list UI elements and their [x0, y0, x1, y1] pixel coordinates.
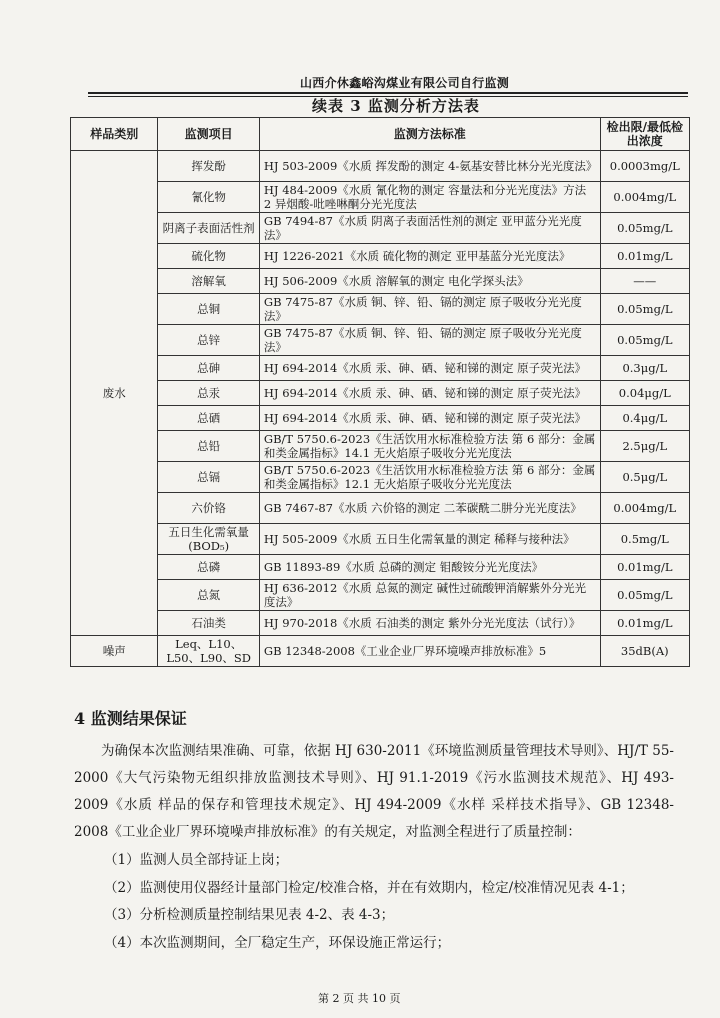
method-cell: HJ 970-2018《水质 石油类的测定 紫外分光光度法（试行）》	[259, 611, 600, 636]
table-row	[71, 580, 690, 611]
method-cell: HJ 636-2012《水质 总氮的测定 碱性过硫酸钾消解紫外分光光度法》	[259, 580, 600, 611]
method-cell: GB 7467-87《水质 六价铬的测定 二苯碳酰二肼分光光度法》	[259, 493, 600, 524]
table-row	[71, 611, 690, 636]
list-item: （2）监测使用仪器经计量部门检定/校准合格，并在有效期内，检定/校准情况见表 4-1；	[104, 879, 634, 896]
page-number: 第 2 页 共 10 页	[318, 992, 401, 1005]
method-cell: GB 7475-87《水质 铜、锌、铅、镉的测定 原子吸收分光光度法》	[259, 325, 600, 356]
method-cell: HJ 503-2009《水质 挥发酚的测定 4-氨基安替比林分光光度法》	[259, 151, 600, 182]
limit-cell: 0.05mg/L	[600, 325, 689, 356]
limit-cell: 0.0003mg/L	[600, 151, 689, 182]
table-row	[71, 431, 690, 462]
item-cell: 总铜	[158, 294, 259, 325]
item-cell: 总锌	[158, 325, 259, 356]
limit-cell: 0.5mg/L	[600, 524, 689, 555]
table-row	[71, 356, 690, 381]
method-cell: GB/T 5750.6-2023《生活饮用水标准检验方法 第 6 部分：金属和类金属指标》12.1 无火焰原子吸收分光光度法	[259, 462, 600, 493]
item-cell: 挥发酚	[158, 151, 259, 182]
table-row	[71, 555, 690, 580]
limit-cell: 0.004mg/L	[600, 493, 689, 524]
col-header-item: 监测项目	[158, 118, 259, 151]
list-item: （4）本次监测期间，全厂稳定生产，环保设施正常运行；	[104, 934, 451, 951]
item-cell: 总铅	[158, 431, 259, 462]
table-row	[71, 381, 690, 406]
limit-cell: 0.5μg/L	[600, 462, 689, 493]
item-cell: 石油类	[158, 611, 259, 636]
item-cell: 氰化物	[158, 182, 259, 213]
category-noise: 噪声	[71, 636, 158, 667]
list-item: （3）分析检测质量控制结果见表 4-2、表 4-3；	[104, 907, 395, 923]
method-cell: HJ 694-2014《水质 汞、砷、硒、铋和锑的测定 原子荧光法》	[259, 406, 600, 431]
limit-cell: 0.01mg/L	[600, 611, 689, 636]
method-cell: HJ 484-2009《水质 氰化物的测定 容量法和分光光度法》方法 2 异烟酸-吡唑啉酮分光光度法	[259, 182, 600, 213]
item-cell: 六价铬	[158, 493, 259, 524]
method-cell: HJ 694-2014《水质 汞、砷、硒、铋和锑的测定 原子荧光法》	[259, 356, 600, 381]
limit-cell: 0.01mg/L	[600, 244, 689, 269]
table-row	[71, 294, 690, 325]
document-header: 山西介休鑫峪沟煤业有限公司自行监测	[300, 76, 510, 90]
col-header-category: 样品类别	[71, 118, 158, 151]
category-wastewater: 废水	[71, 151, 158, 636]
table-row	[71, 213, 690, 244]
limit-cell: 2.5μg/L	[600, 431, 689, 462]
table-row	[71, 493, 690, 524]
item-cell: 溶解氧	[158, 269, 259, 294]
limit-cell: ——	[600, 269, 689, 294]
limit-cell: 0.004mg/L	[600, 182, 689, 213]
method-cell: HJ 505-2009《水质 五日生化需氧量的测定 稀释与接种法》	[259, 524, 600, 555]
method-cell: HJ 1226-2021《水质 硫化物的测定 亚甲基蓝分光光度法》	[259, 244, 600, 269]
method-cell: GB 11893-89《水质 总磷的测定 钼酸铵分光光度法》	[259, 555, 600, 580]
item-cell: 阴离子表面活性剂	[158, 213, 259, 244]
table-row	[71, 462, 690, 493]
section-paragraph: 为确保本次监测结果准确、可靠，依据 HJ 630-2011《环境监测质量管理技术导则》、HJ/T 55-2000《大气污染物无组织排放监测技术导则》、HJ 91.1-2019《污水监测技术规范》、HJ 493-2009《水质 样品的保存和管理技术规定》、HJ 494-2009《水样 采样技术指导》、GB 12348-2008《工业企业厂界环境噪声排放标准》的有关规定，对监测全程进行了质量控制：	[74, 743, 674, 840]
col-header-method: 监测方法标准	[259, 118, 600, 151]
method-cell: HJ 506-2009《水质 溶解氧的测定 电化学探头法》	[259, 269, 600, 294]
table-header-row	[71, 118, 690, 151]
quality-list	[104, 847, 684, 957]
method-cell: GB 7475-87《水质 铜、锌、铅、镉的测定 原子吸收分光光度法》	[259, 294, 600, 325]
limit-cell: 35dB(A)	[600, 636, 689, 667]
list-item: （1）监测人员全部持证上岗；	[104, 852, 289, 868]
limit-cell: 0.3μg/L	[600, 356, 689, 381]
method-cell: GB/T 5750.6-2023《生活饮用水标准检验方法 第 6 部分：金属和类金属指标》14.1 无火焰原子吸收分光光度法	[259, 431, 600, 462]
methods-table	[70, 117, 690, 667]
method-cell: HJ 694-2014《水质 汞、砷、硒、铋和锑的测定 原子荧光法》	[259, 381, 600, 406]
limit-cell: 0.01mg/L	[600, 555, 689, 580]
method-cell: GB 12348-2008《工业企业厂界环境噪声排放标准》5	[259, 636, 600, 667]
limit-cell: 0.05mg/L	[600, 213, 689, 244]
table-row	[71, 325, 690, 356]
item-cell: 总汞	[158, 381, 259, 406]
section-title: 4 监测结果保证	[74, 709, 187, 728]
item-cell: 硫化物	[158, 244, 259, 269]
method-cell: GB 7494-87《水质 阴离子表面活性剂的测定 亚甲蓝分光光度法》	[259, 213, 600, 244]
limit-cell: 0.05mg/L	[600, 294, 689, 325]
limit-cell: 0.04μg/L	[600, 381, 689, 406]
item-cell: 总砷	[158, 356, 259, 381]
table-row	[71, 406, 690, 431]
header-rule	[88, 92, 688, 94]
limit-cell: 0.4μg/L	[600, 406, 689, 431]
table-row	[71, 151, 690, 182]
item-cell: 总镉	[158, 462, 259, 493]
item-cell: 总氮	[158, 580, 259, 611]
table-row	[71, 182, 690, 213]
limit-cell: 0.05mg/L	[600, 580, 689, 611]
table-row	[71, 524, 690, 555]
table-row	[71, 269, 690, 294]
table-row	[71, 636, 690, 667]
item-cell: Leq、L10、L50、L90、SD	[158, 636, 259, 667]
col-header-limit: 检出限/最低检出浓度	[600, 118, 689, 151]
table-row	[71, 244, 690, 269]
item-cell: 总硒	[158, 406, 259, 431]
table-title: 续表 3 监测分析方法表	[312, 97, 480, 115]
item-cell: 五日生化需氧量(BOD₅)	[158, 524, 259, 555]
item-cell: 总磷	[158, 555, 259, 580]
